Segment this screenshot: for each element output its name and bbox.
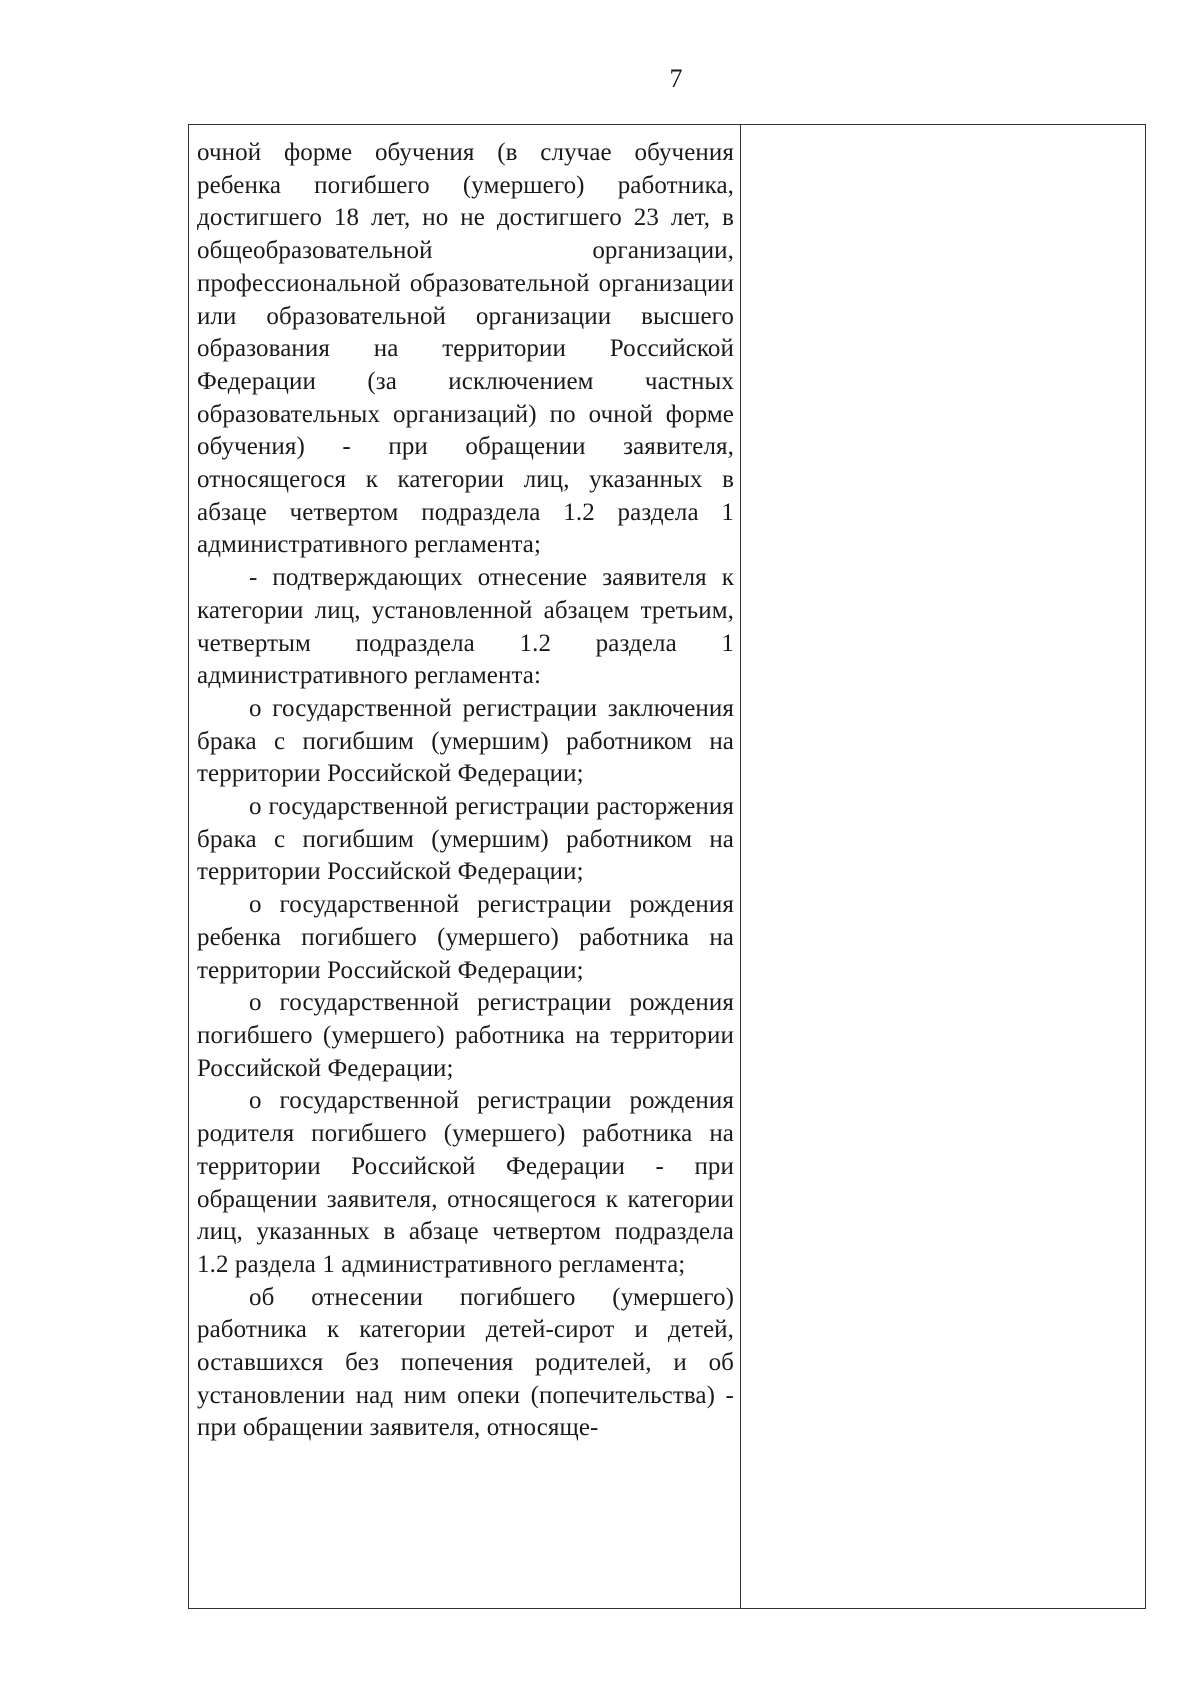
paragraph-2: - подтверждающих отнесение заявителя к категории лиц, установленной абзацем третьим, четвертым подраздела 1.2 раздела 1 административного регламента: <box>197 564 734 690</box>
document-table <box>188 124 1146 1609</box>
paragraph-8: об отнесении погибшего (умершего) работника к категории детей-сирот и детей, оставшихся без попечения родителей, и об установлении над ним опеки (попечительства) - при обращении заявителя, относяще- <box>197 1283 734 1442</box>
paragraph-7: о государственной регистрации рождения родителя погибшего (умершего) работника на территории Российской Федерации - при обращении заявителя, относящегося к категории лиц, указанных в абзаце четвертом подраздела 1.2 раздела 1 административного регламента; <box>197 1087 734 1278</box>
paragraph-1: очной форме обучения (в случае обучения ребенка погибшего (умершего) работника, достигшего 18 лет, но не достигшего 23 лет, в общеобразовательной организации, профессиональной образовательной организации или образовательной организации высшего образования на территории Российской Федерации (за исключением частных образовательных организаций) по очной форме обучения) - при обращении заявителя, относящегося к категории лиц, указанных в абзаце четвертом подраздела 1.2 раздела 1 административного регламента; <box>197 139 734 559</box>
table-cell-left <box>189 125 741 1608</box>
paragraph-4: о государственной регистрации расторжения брака с погибшим (умершим) работником на территории Российской Федерации; <box>197 793 734 886</box>
page-number: 7 <box>669 64 683 93</box>
paragraph-6: о государственной регистрации рождения погибшего (умершего) работника на территории Российской Федерации; <box>197 989 734 1082</box>
paragraph-5: о государственной регистрации рождения ребенка погибшего (умершего) работника на территории Российской Федерации; <box>197 891 734 984</box>
paragraph-3: о государственной регистрации заключения брака с погибшим (умершим) работником на территории Российской Федерации; <box>197 694 734 788</box>
table-cell-right <box>741 125 1145 1608</box>
